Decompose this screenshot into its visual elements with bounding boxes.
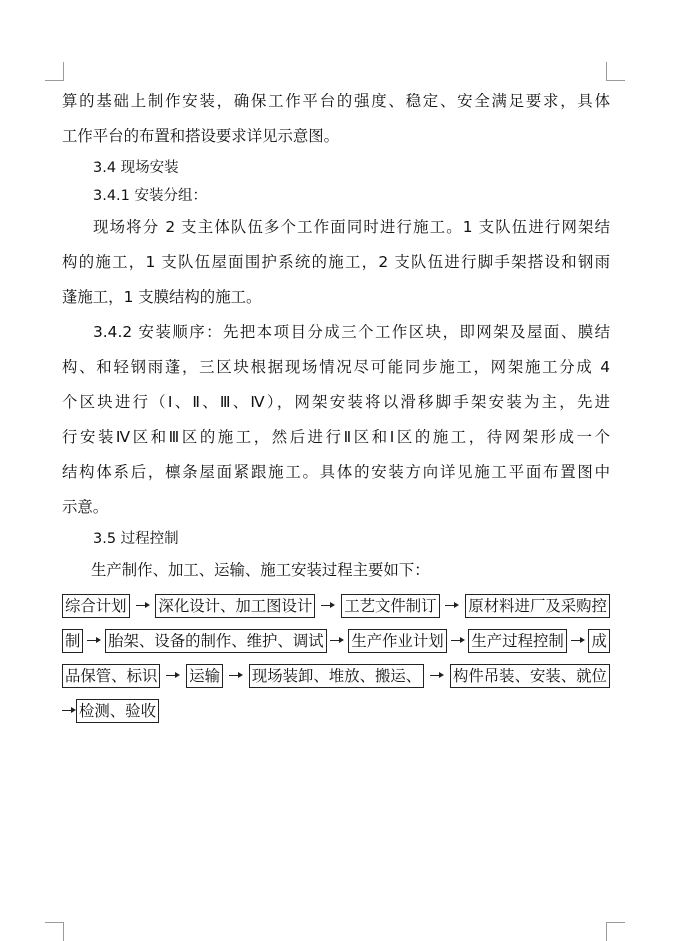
paragraph-line: 构、和轻钢雨蓬，三区块根据现场情况尽可能同步施工，网架施工分成 4 — [62, 358, 610, 376]
flow-step: 胎架、设备的制作、维护、调试 — [105, 629, 326, 653]
flow-step: 深化设计、加工图设计 — [155, 594, 315, 618]
paragraph-line: 现场将分 2 支主体队伍多个工作面同时进行施工。1 支队伍进行网架结 — [93, 218, 610, 236]
paragraph-line: 算的基础上制作安装，确保工作平台的强度、稳定、安全满足要求，具体 — [62, 92, 610, 110]
flow-step: 原材料进厂及采购控 — [465, 594, 610, 618]
page-corner-mark-bottom-left — [45, 922, 64, 941]
section-heading-3-5: 3.5 过程控制 — [93, 531, 179, 547]
flow-step: 生产过程控制 — [468, 629, 566, 653]
flow-step: 运输 — [186, 664, 223, 688]
flow-step: 综合计划 — [62, 594, 130, 618]
arrow-right-icon — [166, 665, 180, 687]
paragraph-line: 工作平台的布置和搭设要求详见示意图。 — [62, 127, 340, 145]
section-heading-3-4: 3.4 现场安装 — [93, 160, 179, 176]
arrow-right-icon — [451, 630, 465, 652]
flow-step: 成 — [588, 629, 609, 653]
arrow-right-icon — [445, 595, 459, 617]
paragraph-line: 行安装Ⅳ区和Ⅲ区的施工，然后进行Ⅱ区和Ⅰ区的施工，待网架形成一个 — [62, 428, 610, 446]
arrow-right-icon — [62, 700, 76, 722]
paragraph-line: 蓬施工，1 支膜结构的施工。 — [62, 288, 262, 306]
flow-step: 检测、验收 — [76, 699, 159, 723]
paragraph-line: 生产制作、加工、运输、施工安装过程主要如下： — [91, 561, 430, 579]
page-corner-mark-top-left — [45, 62, 64, 81]
document-body — [62, 84, 610, 728]
flow-row — [62, 588, 610, 623]
flow-step: 工艺文件制订 — [341, 594, 439, 618]
paragraph-line: 个区块进行（Ⅰ、Ⅱ、Ⅲ、Ⅳ），网架安装将以滑移脚手架安装为主，先进 — [62, 393, 610, 411]
section-heading-3-4-1: 3.4.1 安装分组： — [93, 188, 208, 204]
flow-row — [62, 693, 610, 728]
flow-step: 制 — [62, 629, 83, 653]
flow-step: 现场装卸、堆放、搬运、 — [249, 664, 424, 688]
arrow-right-icon — [430, 665, 444, 687]
paragraph-line: 3.4.2 安装顺序：先把本项目分成三个工作区块，即网架及屋面、膜结 — [93, 323, 610, 341]
page-corner-mark-bottom-right — [606, 922, 625, 941]
paragraph-line: 结构体系后，檩条屋面紧跟施工。具体的安装方向详见施工平面布置图中 — [62, 463, 610, 481]
flow-step: 生产作业计划 — [348, 629, 446, 653]
paragraph-line: 示意。 — [62, 498, 109, 516]
paragraph-line: 构的施工，1 支队伍屋面围护系统的施工，2 支队伍进行脚手架搭设和钢雨 — [62, 253, 610, 271]
arrow-right-icon — [321, 595, 335, 617]
flow-row — [62, 658, 610, 693]
arrow-right-icon — [571, 630, 585, 652]
arrow-right-icon — [330, 630, 344, 652]
flow-step: 构件吊装、安装、就位 — [450, 664, 610, 688]
flow-row — [62, 623, 610, 658]
page-corner-mark-top-right — [606, 62, 625, 81]
arrow-right-icon — [229, 665, 243, 687]
arrow-right-icon — [87, 630, 101, 652]
flow-step: 品保管、标识 — [62, 664, 160, 688]
arrow-right-icon — [136, 595, 150, 617]
